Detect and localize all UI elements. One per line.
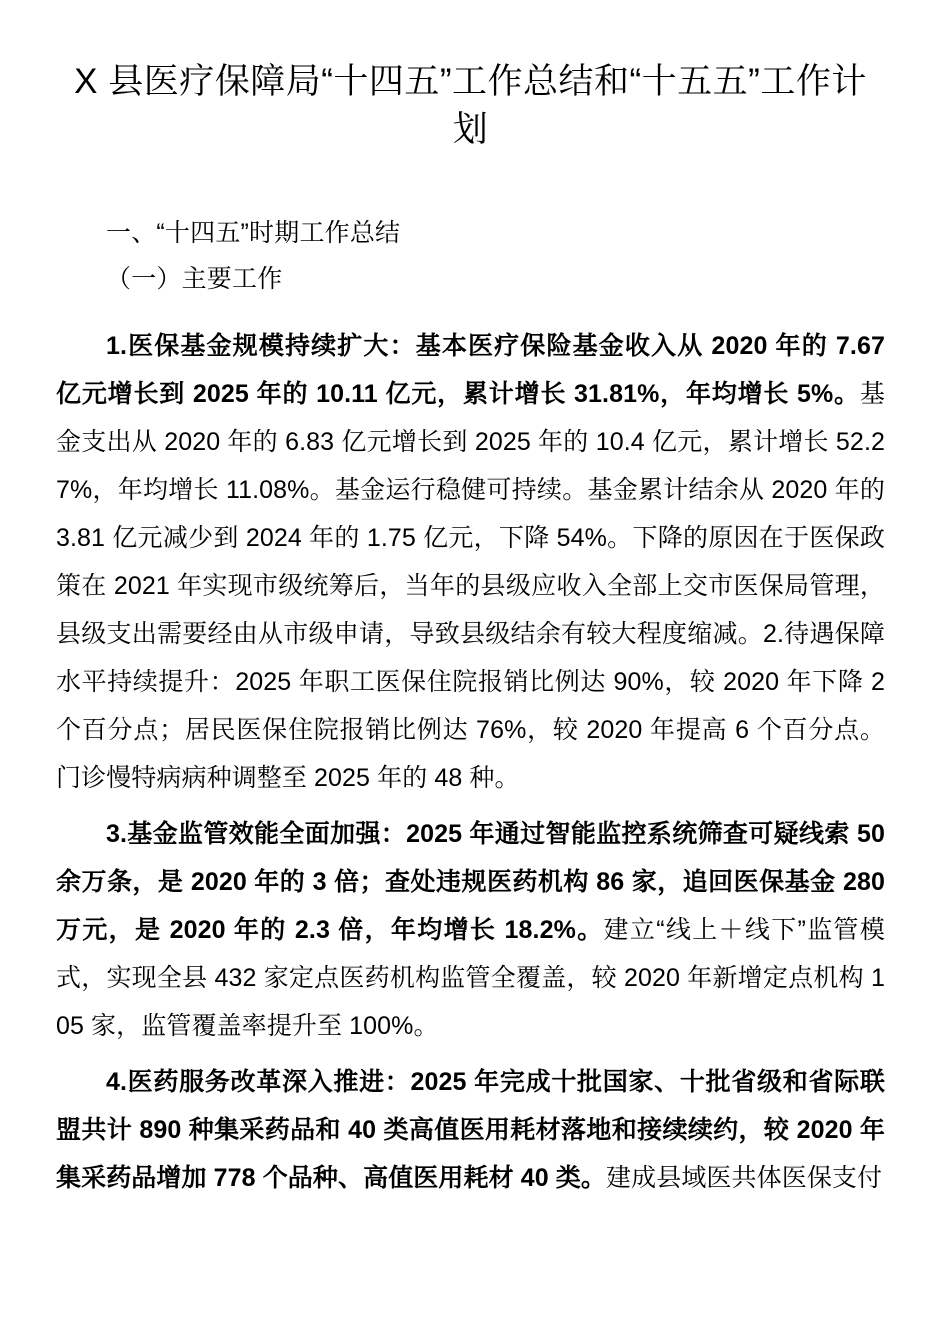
paragraph-item-3-body: 建立“线上＋线下”监管模式，实现全县 432 家定点医药机构监管全覆盖，较 2020 年新增定点机构 105 家，监管覆盖率提升至 100%。 (56, 916, 885, 1041)
paragraph-item-3-lead: 3.基金监管效能全面加强：2025 年通过智能监控系统筛查可疑线索 50 余万条，是 2020 年的 3 倍；查处违规医药机构 86 家，追回医保基金 280 万元，是 2020 年的 2.3 倍，年均增长 18.2%。 (56, 820, 885, 945)
paragraph-item-1-body: 基金支出从 2020 年的 6.83 亿元增长到 2025 年的 10.4 亿元，累计增长 52.27%，年均增长 11.08%。基金运行稳健可持续。基金累计结余从 2020 年的 3.81 亿元减少到 2024 年的 1.75 亿元，下降 54%。下降的原因在于医保政策在 2021 年实现市级统筹后，当年的县级应收入全部上交市医保局管理，县级支出需要经由从市级申请，导致县级结余有较大程度缩减。2.待遇保障水平持续提升：2025 年职工医保住院报销比例达 90%，较 2020 年下降 2 个百分点；居民医保住院报销比例达 76%，较 2020 年提高 6 个百分点。门诊慢特病病种调整至 2025 年的 48 种。 (56, 380, 885, 793)
paragraph-item-3 (56, 810, 885, 1050)
paragraph-item-4 (56, 1058, 885, 1202)
paragraph-item-4-lead: 4.医药服务改革深入推进：2025 年完成十批国家、十批省级和省际联盟共计 890 种集采药品和 40 类高值医用耗材落地和接续续约，较 2020 年集采药品增加 778 个品种、高值医用耗材 40 类。 (56, 1068, 885, 1193)
subsection-heading-one: （一）主要工作 (106, 264, 283, 293)
paragraph-item-1 (56, 322, 885, 802)
paragraph-item-1-lead: 1.医保基金规模持续扩大：基本医疗保险基金收入从 2020 年的 7.67 亿元增长到 2025 年的 10.11 亿元，累计增长 31.81%，年均增长 5%。 (56, 332, 885, 409)
page-title: X 县医疗保障局“十四五”工作总结和“十五五”工作计划 (74, 62, 867, 150)
section-headings (56, 210, 885, 303)
paragraph-item-4-body: 建成县域医共体医保支付 (606, 1164, 883, 1193)
section-heading-one: 一、“十四五”时期工作总结 (106, 218, 401, 247)
body-content (56, 322, 885, 1202)
